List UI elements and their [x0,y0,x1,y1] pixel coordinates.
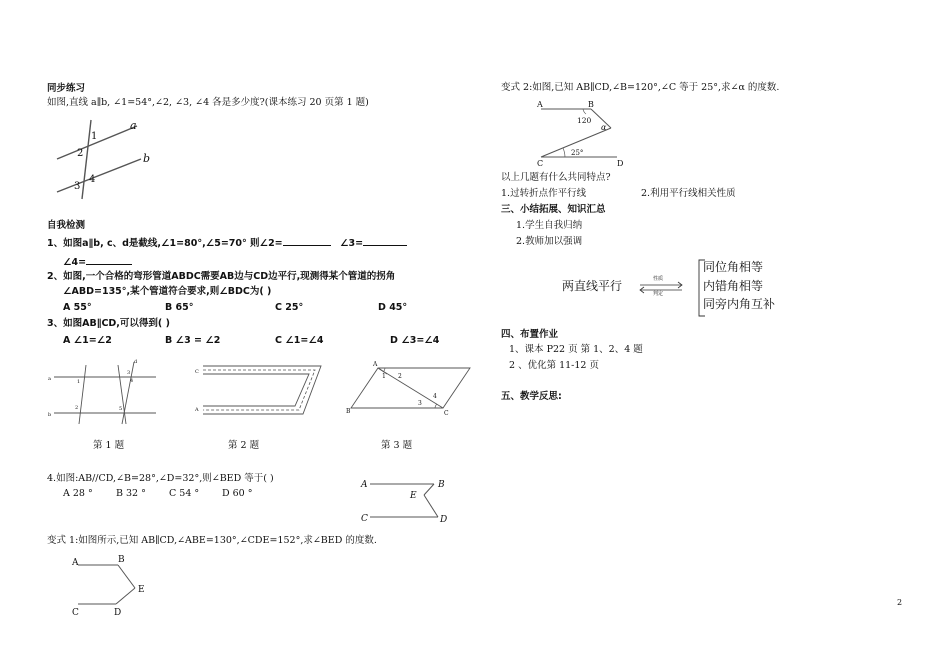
angle-label-4: 4 [433,393,437,400]
question-3-line: 3、如图AB∥CD,可以得到( ) [47,318,170,329]
arrow-label-criterion: 判定 [653,291,664,297]
question-2-option-a[interactable]: A 55° [63,302,92,313]
concept-item-alternate: 内错角相等 [703,279,764,293]
transversal-line [82,120,91,199]
answer-blank-angle2[interactable] [283,236,331,246]
question-1-line2 [63,255,132,269]
question-2-option-d[interactable]: D 45° [378,302,408,313]
answer-blank-angle3[interactable] [363,236,407,246]
label-d: D [440,515,448,525]
concept-item-corresponding: 同位角相等 [703,260,764,274]
label-a: a [130,119,137,132]
question-3-option-a[interactable]: A ∠1=∠2 [63,335,112,346]
answer-blank-angle4[interactable] [86,255,132,265]
homework-item-1: 1、课本 P22 页 第 1、2、4 题 [509,344,643,355]
label-c: C [72,608,79,618]
figure-question-4 [360,476,455,526]
label-c: C [195,369,199,375]
question-4-option-d[interactable]: D 60 ° [222,488,253,499]
label-c: C [537,159,544,168]
angle-label-3: 3 [127,370,131,376]
feature-2: 2.利用平行线相关性质 [641,188,736,199]
caption-figure-3: 第 3 题 [381,440,413,451]
homework-item-2: 2 、优化第 11-12 页 [509,360,599,371]
figure-question-3 [345,360,475,420]
label-b: B [346,408,351,415]
caption-figure-1: 第 1 题 [93,440,125,451]
figure-variant-2 [535,100,630,168]
summary-item-2: 2.教师加以强调 [516,236,583,247]
angle-label-1: 1 [77,379,81,385]
label-d: D [114,608,122,618]
question-1-angle3: ∠3= [339,238,364,249]
label-b: B [118,555,125,565]
label-a: A [537,100,543,109]
angle-label-5: 5 [119,406,123,412]
angle-alpha: α [601,123,607,132]
page-number: 2 [897,598,903,607]
line-b [57,159,141,192]
summary-item-1: 1.学生自我归纳 [516,220,583,231]
angle-label-2: 2 [77,148,84,159]
figure-parallel-transversal [55,115,165,200]
angle-label-1: 1 [382,373,386,380]
label-d: D [617,159,624,168]
section-4-title: 四、布置作业 [501,329,559,340]
label-a: A [195,407,199,413]
feature-1: 1.过转折点作平行线 [501,188,587,199]
question-3-option-b[interactable]: B ∠3 = ∠2 [165,335,221,346]
angle-label-1: 1 [91,131,98,142]
label-b: B [588,100,594,109]
sync-practice-title: 同步练习 [47,83,86,94]
angle-label-4: 4 [130,378,134,384]
figure-question-2 [193,362,328,420]
caption-figure-2: 第 2 题 [228,440,260,451]
question-3-option-d[interactable]: D ∠3=∠4 [390,335,440,346]
self-check-title: 自我检测 [47,220,86,231]
angle-label-2: 2 [398,373,402,380]
question-2-line1: 2、如图,一个合格的弯形管道ABDC需要AB边与CD边平行,现测得某个管道的拐角 [47,271,396,282]
question-1-line1 [47,236,407,250]
question-2-option-c[interactable]: C 25° [275,302,304,313]
sync-problem-text: 如图,直线 a∥b, ∠1=54°,∠2, ∠3, ∠4 各是多少度?(课本练习 20 页第 1 题) [47,97,369,108]
label-b: b [48,412,52,418]
label-e: E [410,491,417,501]
question-4-option-c[interactable]: C 54 ° [169,488,200,499]
question-2-option-b[interactable]: B 65° [165,302,194,313]
arrow-label-property: 性质 [653,276,664,282]
angle-label-3: 3 [418,400,422,407]
label-e: E [138,585,145,595]
angle-b-value: 120 [577,116,592,125]
angle-label-2: 2 [75,405,79,411]
angle-c-value: 25° [571,149,584,157]
variant-1-text: 变式 1:如图所示,已知 AB∥CD,∠ABE=130°,∠CDE=152°,求∠BED 的度数. [47,535,377,546]
figure-question-1 [48,360,158,425]
figure-variant-1 [70,553,155,618]
label-c: C [444,410,449,417]
question-2-line2: ∠ABD=135°,某个管道符合要求,则∠BDC为( ) [63,286,272,297]
common-feature-question: 以上几题有什么共同特点? [501,172,611,183]
section-3-title: 三、小结拓展、知识汇总 [501,204,606,215]
question-4-option-a[interactable]: A 28 ° [63,488,93,499]
label-b: B [438,480,445,490]
label-a: a [48,376,51,382]
concept-item-supplementary: 同旁内角互补 [703,297,776,311]
question-1-angle4: ∠4= [63,257,87,268]
section-5-title: 五、教学反思: [501,391,562,402]
question-4-line: 4.如图:AB//CD,∠B=28°,∠D=32°,则∠BED 等于( ) [47,473,274,484]
concept-parallel-lines: 两直线平行 [562,279,623,293]
question-4-option-b[interactable]: B 32 ° [116,488,146,499]
angle-label-3: 3 [74,181,81,192]
label-c: C [361,514,368,524]
label-b: b [143,152,151,165]
question-3-option-c[interactable]: C ∠1=∠4 [275,335,324,346]
variant-2-text: 变式 2:如图,已知 AB∥CD,∠B=120°,∠C 等于 25°,求∠α 的度数. [501,82,780,93]
label-a: A [373,361,378,368]
label-a: A [361,480,368,490]
angle-label-4: 4 [89,174,96,185]
label-d: d [134,359,138,365]
question-1-text: 1、如图a∥b, c、d是截线,∠1=80°,∠5=70° 则∠2= [47,238,283,249]
label-a: A [72,558,79,568]
